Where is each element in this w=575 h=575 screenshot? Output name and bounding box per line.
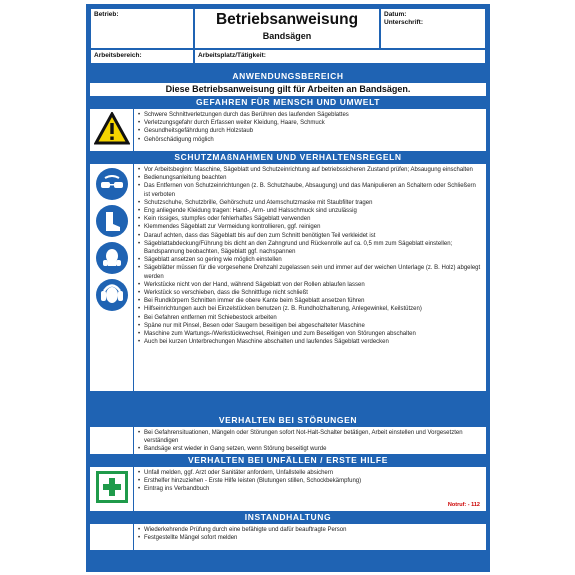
list-item: • Bedienungsanleitung beachten (138, 174, 482, 182)
notruf-number: Notruf: - 112 (447, 502, 480, 508)
datum-label: Datum: (384, 11, 407, 18)
gefahren-list (134, 109, 486, 151)
stoerungen-icons (90, 427, 134, 454)
list-item: • Unfall melden, ggf. Arzt oder Sanitäter anfordern, Unfallstelle absichern (138, 469, 482, 477)
list-item: • Auch bei kurzen Unterbrechungen Maschine abschalten und laufendes Sägeblatt verdecken (138, 338, 482, 346)
list-item: • Vor Arbeitsbeginn: Maschine, Sägeblatt und Schutzeinrichtung auf betriebssicheren Zustand prüfen; Absaugung einschalten (138, 166, 482, 174)
instand-box (90, 524, 486, 550)
list-item: • Bandsäge erst wieder in Gang setzen, wenn Störung beseitigt wurde (138, 445, 482, 453)
hearing-protection-icon (95, 278, 129, 312)
section-title-gefahren: GEFAHREN FÜR MENSCH UND UMWELT (195, 97, 381, 107)
list-item: • Eintrag ins Verbandbuch (138, 485, 482, 493)
instruction-sheet (86, 4, 490, 572)
gefahren-icons (90, 109, 134, 151)
list-item: • Späne nur mit Pinsel, Besen oder Saugern beseitigen bei abgeschalteter Maschine (138, 322, 482, 330)
date-cell (380, 8, 486, 49)
schutz-list (134, 164, 486, 391)
unfaelle-box (90, 467, 486, 511)
instand-icons (90, 524, 134, 550)
list-item: • Bei Gefahren entfernen mit Schiebestock arbeiten (138, 314, 482, 322)
schutz-icons (90, 164, 134, 391)
eye-protection-icon (95, 167, 129, 201)
list-item: • Schwere Schnittverletzungen durch das Berühren des laufenden Sägeblattes (138, 111, 482, 119)
page-title: Betriebsanweisung (215, 11, 359, 28)
list-item: • Sägeblatt ansetzen so gering wie möglich einstellen (138, 256, 482, 264)
list-item: • Wiederkehrende Prüfung durch eine befähigte und dafür beauftragte Person (138, 526, 482, 534)
arbeitsplatz-cell: Arbeitsplatz/Tätigkeit: (194, 49, 486, 64)
section-title-schutz: SCHUTZMAßNAHMEN UND VERHALTENSREGELN (174, 152, 402, 162)
list-item: • Werkstück so verschieben, dass die Schnittfuge nicht schließt (138, 289, 482, 297)
list-item: • Darauf achten, dass das Sägeblatt bis auf den zum Schnitt benötigten Teil verkleidet ist (138, 232, 482, 240)
instand-list (134, 524, 486, 550)
list-item: • Bei Rundkörpern Schnitten immer die obere Kante beim Sägeblatt ansetzen führen (138, 297, 482, 305)
list-item: • Das Entfernen von Schutzeinrichtungen (z. B. Schutzhaube, Absaugung) und das Manipulieren an Schaltern oder Schließern ist verboten (138, 182, 482, 198)
list-item: • Klemmendes Sägeblatt zur Vermeidung kontrollieren, ggf. reinigen (138, 223, 482, 231)
safety-shoes-icon (95, 204, 129, 238)
title-cell (194, 8, 380, 49)
list-item: • Bei Gefahrensituationen, Mängeln oder Störungen sofort Not-Halt-Schalter betätigen, Arbeit einstellen und Vorgesetzten verständigen (138, 429, 482, 445)
list-item: • Sägeblattabdeckung/Führung bis dicht an den Zahngrund und Rückenrolle auf ca. 0,5 mm zum Sägeblatt einstellen; Bandspannung beobachten, Sägeblatt ggf. nachspannen (138, 240, 482, 256)
unfaelle-icons (90, 467, 134, 511)
betrieb-cell: Betrieb: (90, 8, 194, 49)
unfaelle-list (134, 467, 486, 511)
list-item: • Hilfseinrichtungen auch bei Einzelstücken benutzen (z. B. Rundholzhalterung, Anlegewinkel, Keilstützen) (138, 305, 482, 313)
respirator-icon (95, 241, 129, 275)
list-item: • Festgestellte Mängel sofort melden (138, 534, 482, 542)
arbeitsbereich-cell: Arbeitsbereich: (90, 49, 194, 64)
list-item: • Schutzschuhe, Schutzbrille, Gehörschutz und Atemschutzmaske mit Staubfilter tragen (138, 199, 482, 207)
section-title-instand: INSTANDHALTUNG (244, 512, 332, 522)
page-subtitle: Bandsägen (262, 31, 312, 41)
list-item: • Ersthelfer hinzuziehen - Erste Hilfe leisten (Blutungen stillen, Schockbekämpfung) (138, 477, 482, 485)
list-item: • Maschine zum Wartungs-/Werkstückwechsel, Reinigen und zum Beseitigen von Störungen abschalten (138, 330, 482, 338)
first-aid-icon (95, 470, 129, 504)
section-title-anwendung: ANWENDUNGSBEREICH (232, 71, 344, 81)
list-item: • Werkstücke nicht von der Hand, während Sägeblatt von der Rollen ablaufen lassen (138, 281, 482, 289)
list-item: • Gesundheitsgefährdung durch Holzstaub (138, 127, 482, 135)
list-item: • Kein rissiges, stumpfes oder fehlerhaftes Sägeblatt verwenden (138, 215, 482, 223)
section-title-stoerungen: VERHALTEN BEI STÖRUNGEN (218, 415, 358, 425)
list-item: • Sägeblätter müssen für die vorgesehene Drehzahl zugelassen sein und immer auf der weichen Unterlage (z. B. Holz) abgelegt werden (138, 264, 482, 280)
list-item: • Gehörschädigung möglich (138, 136, 482, 144)
section-title-unfaelle: VERHALTEN BEI UNFÄLLEN / ERSTE HILFE (188, 455, 388, 465)
stoerungen-box (90, 427, 486, 454)
schutz-box (90, 164, 486, 391)
unterschrift-label: Unterschrift: (384, 19, 424, 26)
header-table (90, 8, 486, 64)
gefahren-box (90, 109, 486, 151)
stoerungen-list (134, 427, 486, 454)
scope-text: Diese Betriebsanweisung gilt für Arbeiten an Bandsägen. (90, 83, 486, 96)
warning-triangle-icon (94, 112, 130, 146)
list-item: • Eng anliegende Kleidung tragen: Hand-, Arm- und Halsschmuck sind unzulässig (138, 207, 482, 215)
list-item: • Verletzungsgefahr durch Erfassen weiter Kleidung, Haare, Schmuck (138, 119, 482, 127)
